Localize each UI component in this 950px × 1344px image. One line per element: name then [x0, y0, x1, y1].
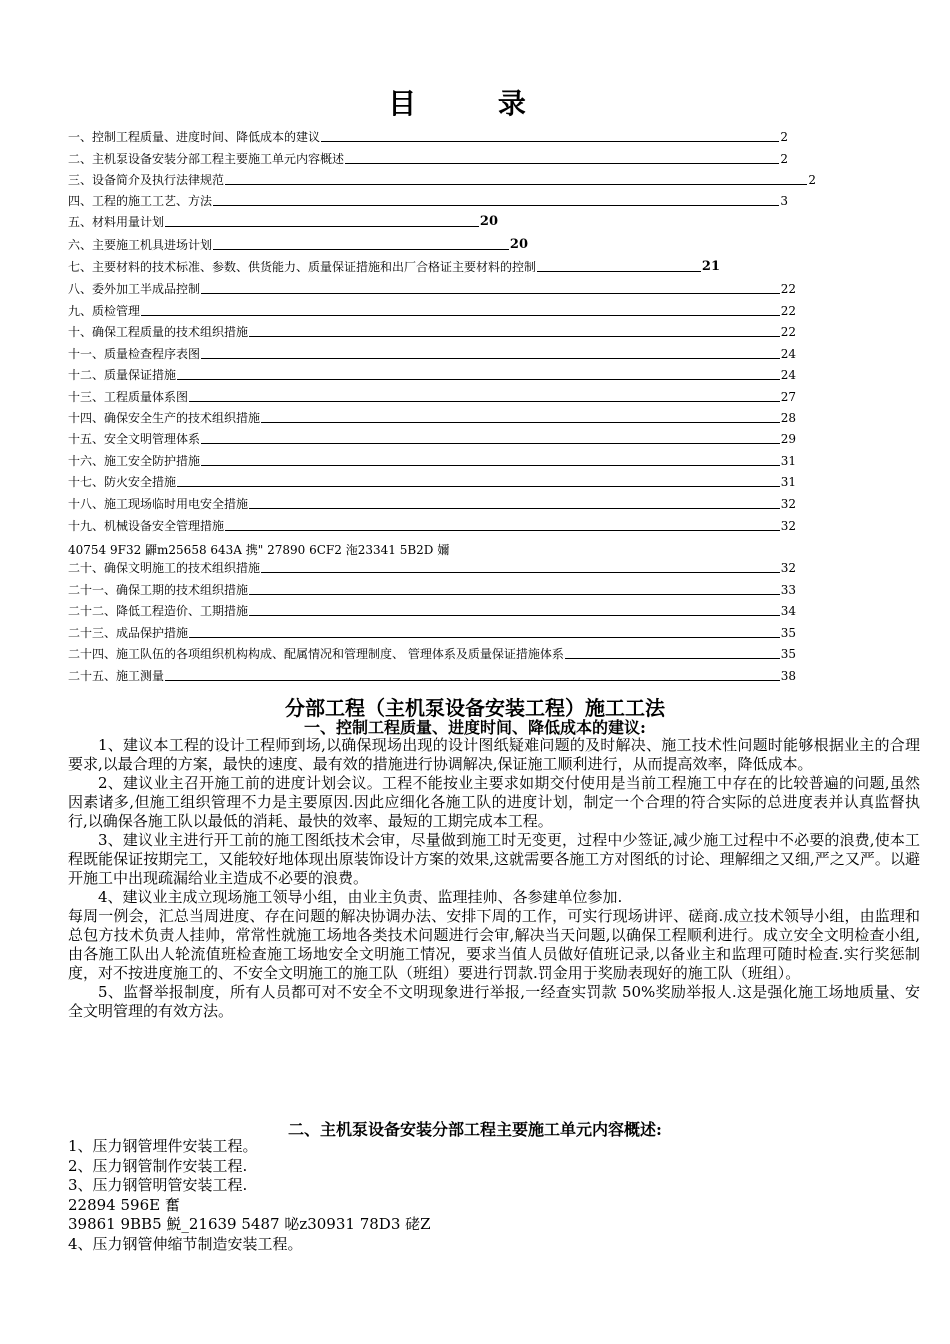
- toc-entry-page: 2: [780, 152, 788, 166]
- toc-entry-label: 八、委外加工半成品控制: [68, 282, 201, 296]
- toc-entry-page: 32: [780, 497, 796, 511]
- toc-leader-line: [249, 508, 780, 509]
- toc-entry-label: 四、工程的施工工艺、方法: [68, 194, 213, 208]
- toc-entry-label: 十四、确保安全生产的技术组织措施: [68, 411, 261, 425]
- toc-entry[interactable]: [68, 426, 796, 446]
- toc-entry[interactable]: [68, 146, 788, 166]
- toc-leader-line: [345, 163, 779, 164]
- toc-entry-label: 十八、施工现场临时用电安全措施: [68, 497, 249, 511]
- toc-entry-label: 一、控制工程质量、进度时间、降低成本的建议: [68, 130, 321, 144]
- toc-leader-line: [249, 336, 780, 337]
- toc-entry-label: 十二、质量保证措施: [68, 368, 177, 382]
- toc-entry-page: 35: [780, 626, 796, 640]
- toc-entry-label: 二十二、降低工程造价、工期措施: [68, 604, 249, 618]
- toc-entry-page: 33: [780, 583, 796, 597]
- list-item: 3、压力钢管明管安装工程.: [68, 1176, 248, 1194]
- toc-entry-page: 24: [780, 368, 796, 382]
- toc-entry[interactable]: [68, 513, 796, 533]
- toc-leader-line: [165, 680, 780, 681]
- toc-entry-page: 24: [780, 347, 796, 361]
- toc-entry[interactable]: [68, 663, 796, 683]
- toc-entry-page: 27: [780, 390, 796, 404]
- paragraph-2: 2、建议业主召开施工前的进度计划会议。工程不能按业主要求如期交付使用是当前工程施工中存在的比较普遍的问题,虽然因素诸多,但施工组织管理不力是主要原因.因此应细化各施工队的进度计划，制定一个合理的符合实际的总进度表并认真监督执行,以确保各施工队以最低的消耗、最快的效率、最短的工期完成本工程。: [68, 774, 920, 830]
- toc-entry-page: 28: [780, 411, 796, 425]
- toc-entry-label: 十、确保工程质量的技术组织措施: [68, 325, 249, 339]
- toc-entry-page: 21: [701, 259, 720, 274]
- paragraph-5: 5、监督举报制度，所有人员都可对不安全不文明现象进行举报,一经查实罚款 50%奖励举报人.这是强化施工场地质量、安全文明管理的有效方法。: [68, 983, 920, 1020]
- section-1-body: [68, 736, 920, 1021]
- toc-entry-label: 三、设备简介及执行法律规范: [68, 173, 225, 187]
- toc-entry[interactable]: [68, 598, 796, 618]
- toc-entry-page: 35: [780, 647, 796, 661]
- toc-leader-line: [201, 465, 780, 466]
- list-item: 2、压力钢管制作安装工程.: [68, 1156, 248, 1175]
- toc-entry[interactable]: [68, 254, 720, 274]
- toc-entry-page: 3: [780, 194, 788, 208]
- list-item: 39861 9BB5 鮵_21639 5487 咇z30931 78D3 硓Z: [68, 1215, 431, 1233]
- toc-entry-label: 十一、质量检查程序表图: [68, 347, 201, 361]
- toc-entry-page: 32: [780, 519, 796, 533]
- paragraph-4b: 每周一例会，汇总当周进度、存在问题的解决协调办法、安排下周的工作，可实行现场讲评、磋商.成立技术领导小组，由监理和总包方技术负责人挂帅，常常性就施工场地各类技术问题进行会审,解决当天问题,以确保工程顺利进行。成立安全文明检查小组,由各施工队出人轮流值班检查施工场地安全文明施工情况，要求当值人员做好值班记录,以备业主和监理可随时检查.实行奖惩制度，对不按进度施工的、不安全文明施工的施工队（班组）要进行罚款.罚金用于奖励表现好的施工队（班组）。: [68, 907, 920, 982]
- toc-entry-page: 29: [780, 432, 796, 446]
- toc-entry[interactable]: [68, 188, 788, 208]
- toc-leader-line: [213, 249, 509, 250]
- toc-entry[interactable]: [68, 232, 528, 252]
- section-2-list: [68, 1137, 431, 1254]
- toc-entry-label: 十六、施工安全防护措施: [68, 454, 201, 468]
- toc-entry-label: 五、材料用量计划: [68, 215, 165, 229]
- toc-entry[interactable]: [68, 491, 796, 511]
- toc-leader-line: [177, 486, 780, 487]
- toc-leader-line: [189, 637, 780, 638]
- toc-leader-line: [321, 141, 779, 142]
- section-1-heading: 一、控制工程质量、进度时间、降低成本的建议:: [304, 718, 646, 737]
- toc-leader-line: [201, 293, 780, 294]
- toc-entry-page: 31: [780, 475, 796, 489]
- toc-entry[interactable]: [68, 167, 816, 187]
- toc-entry-page: 20: [509, 237, 528, 252]
- document-main-title: 分部工程（主机泵设备安装工程）施工工法: [285, 696, 665, 720]
- toc-entry[interactable]: [68, 298, 796, 318]
- toc-entry-label: 十五、安全文明管理体系: [68, 432, 201, 446]
- toc-entry-page: 20: [479, 214, 498, 229]
- toc-leader-line: [165, 226, 479, 227]
- toc-entry-label: 二十四、施工队伍的各项组织机构构成、配属情况和管理制度、 管理体系及质量保证措施体系: [68, 647, 564, 661]
- toc-entry-label: 二、主机泵设备安装分部工程主要施工单元内容概述: [68, 152, 345, 166]
- toc-entry-label: 七、主要材料的技术标准、参数、供货能力、质量保证措施和出厂合格证主要材料的控制: [68, 260, 537, 274]
- toc-entry-page: 22: [780, 325, 796, 339]
- toc-entry-label: 十九、机械设备安全管理措施: [68, 519, 225, 533]
- toc-leader-line: [249, 594, 780, 595]
- toc-title: 目 录: [388, 87, 562, 120]
- list-item: 22894 596E 奮: [68, 1195, 180, 1214]
- list-item: 1、压力钢管埋件安装工程。: [68, 1137, 258, 1155]
- toc-leader-line: [225, 184, 807, 185]
- toc-leader-line: [537, 271, 701, 272]
- toc-entry[interactable]: [68, 448, 796, 468]
- toc-leader-line: [249, 615, 780, 616]
- toc-entry[interactable]: [68, 469, 796, 489]
- toc-entry-label: 十七、防火安全措施: [68, 475, 177, 489]
- toc-entry-page: 32: [780, 561, 796, 575]
- paragraph-1: 1、建议本工程的设计工程师到场,以确保现场出现的设计图纸疑难问题的及时解决、施工技术性问题时能够根据业主的合理要求,以最合理的方案，最快的速度、最有效的措施进行协调解决,保证施工顺利进行，从而提高效率，降低成本。: [68, 736, 920, 773]
- garbled-text-line: 40754 9F32 鼲m25658 643A 携" 27890 6CF2 沲23341 5B2D 嬭: [68, 543, 450, 557]
- toc-leader-line: [261, 572, 780, 573]
- toc-entry-page: 38: [780, 669, 796, 683]
- toc-leader-line: [213, 205, 779, 206]
- paragraph-3: 3、建议业主进行开工前的施工图纸技术会审，尽量做到施工时无变更，过程中少签证,减少施工过程中不必要的浪费,使本工程既能保证按期完工，又能较好地体现出原装饰设计方案的效果,这就需要各施工方对图纸的讨论、理解细之又细,严之又严。以避开施工中出现疏漏给业主造成不必要的浪费。: [68, 831, 920, 887]
- toc-entry-label: 十三、工程质量体系图: [68, 390, 189, 404]
- toc-entry[interactable]: [68, 555, 796, 575]
- toc-entry[interactable]: [68, 209, 498, 229]
- toc-leader-line: [189, 401, 780, 402]
- toc-entry-page: 22: [780, 282, 796, 296]
- toc-entry[interactable]: [68, 319, 796, 339]
- toc-entry[interactable]: [68, 577, 796, 597]
- toc-entry-label: 二十三、成品保护措施: [68, 626, 189, 640]
- toc-entry-label: 九、质检管理: [68, 304, 141, 318]
- toc-entry[interactable]: [68, 620, 796, 640]
- toc-entry-page: 2: [780, 130, 788, 144]
- toc-leader-line: [177, 379, 780, 380]
- toc-leader-line: [201, 358, 780, 359]
- toc-leader-line: [201, 443, 780, 444]
- toc-leader-line: [565, 658, 780, 659]
- list-item: 4、压力钢管伸缩节制造安装工程。: [68, 1234, 303, 1253]
- toc-entry-label: 六、主要施工机具进场计划: [68, 238, 213, 252]
- toc-entry-page: 34: [780, 604, 796, 618]
- toc-entry[interactable]: [68, 384, 796, 404]
- toc-entry[interactable]: [68, 124, 788, 144]
- toc-entry-label: 二十五、施工测量: [68, 669, 165, 683]
- toc-entry-page: 22: [780, 304, 796, 318]
- toc-entry-page: 2: [808, 173, 816, 187]
- toc-leader-line: [225, 530, 780, 531]
- toc-leader-line: [141, 315, 780, 316]
- toc-entry-label: 二十一、确保工期的技术组织措施: [68, 583, 249, 597]
- toc-entry[interactable]: [68, 276, 796, 296]
- toc-entry[interactable]: [68, 362, 796, 382]
- section-2-heading: 二、主机泵设备安装分部工程主要施工单元内容概述:: [288, 1120, 662, 1139]
- toc-entry-page: 31: [780, 454, 796, 468]
- toc-entry[interactable]: [68, 341, 796, 361]
- toc-entry[interactable]: [68, 641, 796, 661]
- toc-leader-line: [261, 422, 780, 423]
- paragraph-4a: 4、建议业主成立现场施工领导小组，由业主负责、监理挂帅、各参建单位参加.: [98, 888, 623, 906]
- toc-entry-label: 二十、确保文明施工的技术组织措施: [68, 561, 261, 575]
- toc-entry[interactable]: [68, 405, 796, 425]
